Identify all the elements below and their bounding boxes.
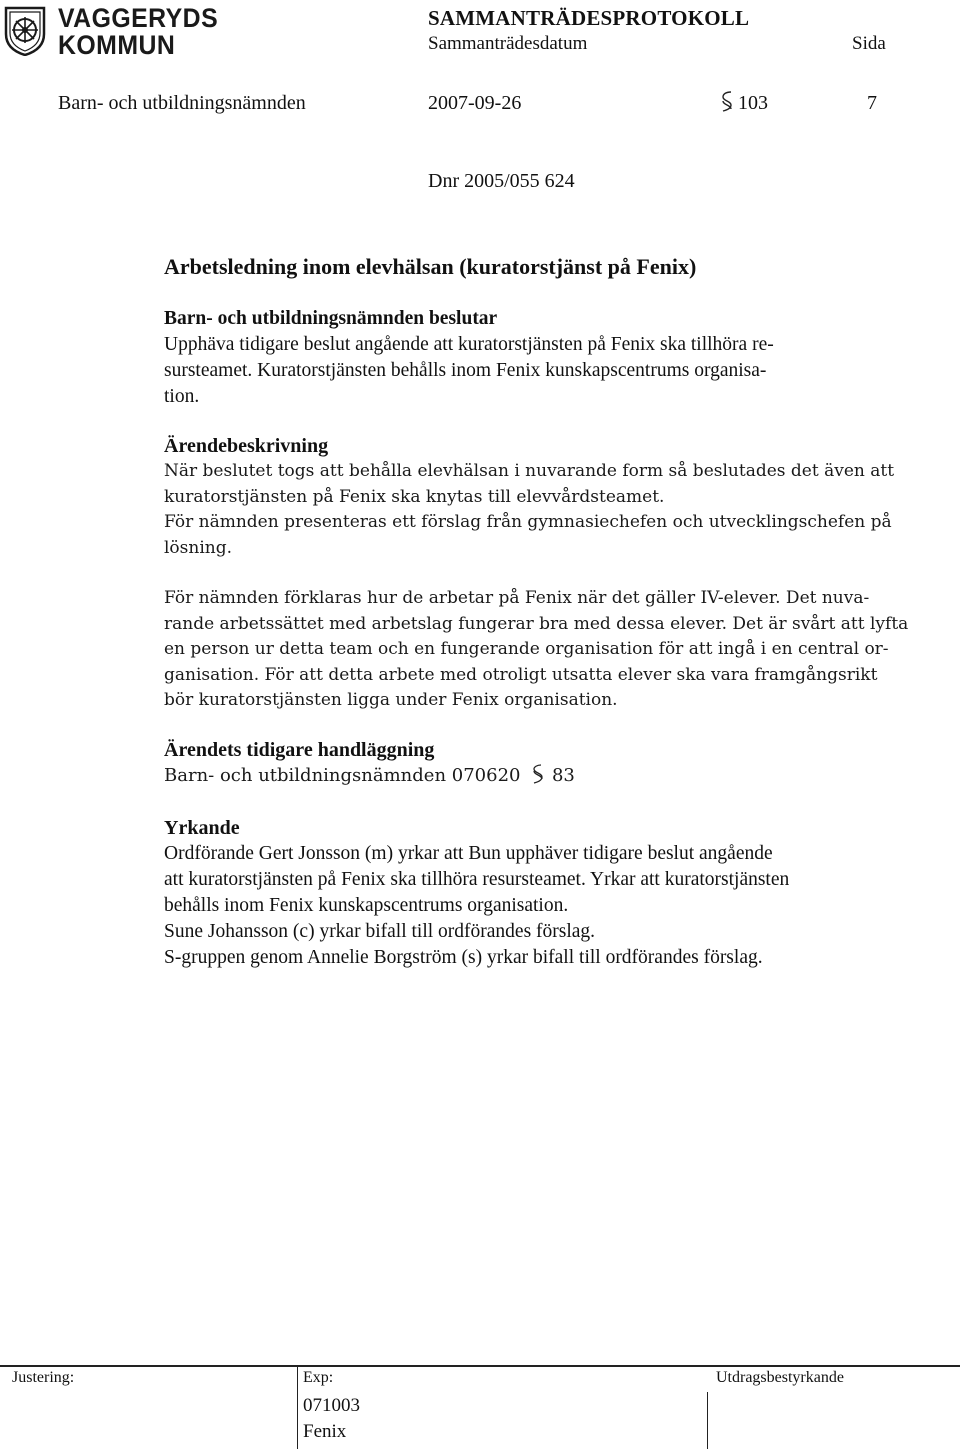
motion-line: Ordförande Gert Jonsson (m) yrkar att Bun upphäver tidigare beslut angående (164, 843, 773, 864)
justering-label: Justering: (12, 1369, 75, 1386)
description-paragraph-2 (164, 586, 909, 714)
dispatch-date: 071003 (303, 1395, 360, 1416)
history-text: Barn- och utbildningsnämnden 070620 (164, 765, 521, 786)
description-line: rande arbetssättet med arbetslag fungerar bra med dessa elever. Det är svårt att lyfta (164, 613, 909, 634)
logo-text-line2: KOMMUN (58, 30, 176, 60)
page-number: 7 (867, 92, 877, 114)
matter-title: Arbetsledning inom elevhälsan (kuratorstjänst på Fenix) (164, 254, 697, 279)
description-line: en person ur detta team och en fungerande organisation för att ingå i en central or- (164, 639, 889, 659)
section-sign-icon (720, 90, 734, 116)
history-line (164, 763, 894, 789)
description-line: lösning. (164, 537, 233, 558)
footer-divider (0, 1365, 960, 1367)
history-heading: Ärendets tidigare handläggning (164, 739, 435, 761)
meeting-date-label: Sammanträdesdatum (428, 33, 588, 54)
page-label: Sida (852, 33, 886, 54)
description-line: ganisation. För att detta arbete med otroligt utsatta elever ska vara framgångsrikt (164, 664, 878, 685)
motion-line: S-gruppen genom Annelie Borgström (s) yrkar bifall till ordförandes förslag. (164, 947, 763, 968)
decision-section (164, 306, 894, 410)
description-line: För nämnden förklaras hur de arbetar på Fenix när det gäller IV-elever. Det nuva- (164, 588, 870, 608)
extract-certification-label: Utdragsbestyrkande (716, 1369, 844, 1386)
decision-heading: Barn- och utbildningsnämnden beslutar (164, 308, 498, 329)
motion-heading: Yrkande (164, 817, 240, 839)
description-section (164, 433, 894, 561)
history-section (164, 737, 894, 789)
history-paragraph: 83 (551, 765, 575, 786)
section-sign-icon (532, 763, 544, 787)
motion-line: behålls inom Fenix kunskapscentrums organisation. (164, 895, 569, 916)
paragraph-number: 103 (738, 92, 768, 114)
motion-section (164, 815, 894, 971)
motion-line: att kuratorstjänsten på Fenix ska tillhöra resursteamet. Yrkar att kuratorstjänsten (164, 869, 790, 890)
case-number: Dnr 2005/055 624 (428, 170, 575, 192)
decision-line: Upphäva tidigare beslut angående att kuratorstjänsten på Fenix ska tillhöra re- (164, 334, 774, 355)
motion-line: Sune Johansson (c) yrkar bifall till ordförandes förslag. (164, 921, 596, 942)
decision-line: tion. (164, 386, 200, 407)
meeting-date: 2007-09-26 (428, 92, 522, 114)
dispatch-recipient: Fenix (303, 1421, 347, 1442)
description-line: bör kuratorstjänsten ligga under Fenix organisation. (164, 690, 618, 710)
footer-column-divider (707, 1392, 708, 1449)
board-name: Barn- och utbildningsnämnden (58, 92, 306, 114)
description-line: kuratorstjänsten på Fenix ska knytas till elevvårdsteamet. (164, 486, 665, 507)
description-heading: Ärendebeskrivning (164, 435, 329, 457)
decision-line: sursteamet. Kuratorstjänsten behålls inom Fenix kunskapscentrums organisa- (164, 360, 767, 381)
exp-label: Exp: (303, 1369, 334, 1386)
document-title: SAMMANTRÄDESPROTOKOLL (428, 6, 750, 30)
footer-column-divider (297, 1366, 298, 1449)
description-line: När beslutet togs att behålla elevhälsan i nuvarande form så beslutades det även att (164, 461, 895, 481)
logo-text-line1: VAGGERYDS (58, 3, 219, 33)
municipality-logo-icon (2, 4, 48, 56)
description-line: För nämnden presenteras ett förslag från gymnasiechefen och utvecklingschefen på (164, 512, 892, 532)
